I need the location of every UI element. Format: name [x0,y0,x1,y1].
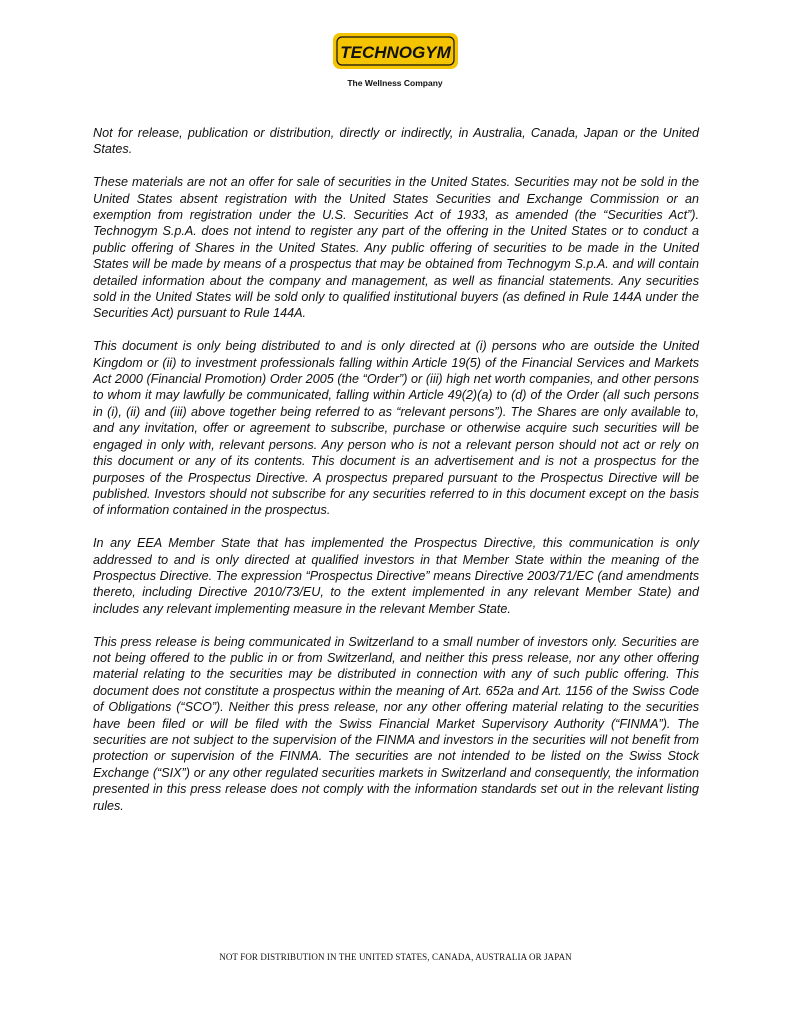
paragraph-eea-prospectus: In any EEA Member State that has implemented the Prospectus Directive, this communication is only addressed to and is only directed at qualified investors in that Member State within the meaning of the Prospectus Directive. The expression “Prospectus Directive” means Directive 2003/71/EC (and amendments thereto, including Directive 2010/73/EU, to the extent implemented in any relevant Member State) and includes any relevant implementing measure in the relevant Member State. [93,536,699,616]
technogym-logo [333,33,458,69]
company-tagline: The Wellness Company [347,78,443,88]
disclaimer-body [93,125,699,830]
paragraph-switzerland: This press release is being communicated in Switzerland to a small number of investors only. Securities are not being offered to the public in or from Switzerland, and neither this press release, nor any other offering material relating to the securities may be distributed in connection with any of such public offering. This document does not constitute a prospectus within the meaning of Art. 652a and Art. 1156 of the Swiss Code of Obligations (“SCO”). Neither this press release, nor any other offering material relating to the securities have been filed or will be filed with the Swiss Financial Market Supervisory Authority (“FINMA”). The securities are not subject to the supervision of the FINMA and investors in the securities will not benefit from protection or supervision of the FINMA. The securities are not intended to be listed on the Swiss Stock Exchange (“SIX”) or any other regulated securities markets in Switzerland and consequently, the information presented in this press release does not comply with the information standards set out in the relevant listing rules. [93,634,699,813]
paragraph-us-securities: These materials are not an offer for sale of securities in the United States. Securities may not be sold in the United States absent registration with the United States Securities and Exchange Commission or an exemption from registration under the U.S. Securities Act of 1933, as amended (the “Securities Act”). Technogym S.p.A. does not intend to register any part of the offering in the United States or to conduct a public offering of Shares in the United States. Any public offering of securities to be made in the United States will be made by means of a prospectus that may be obtained from Technogym S.p.A. and will contain detailed information about the company and management, as well as financial statements. Any securities sold in the United States will be sold only to qualified institutional buyers (as defined in Rule 144A under the Securities Act) pursuant to Rule 144A. [93,175,699,321]
page-footer: NOT FOR DISTRIBUTION IN THE UNITED STATES, CANADA, AUSTRALIA OR JAPAN [219,952,572,962]
logo-wordmark: TECHNOGYM [340,43,451,62]
paragraph-uk-distribution: This document is only being distributed to and is only directed at (i) persons who are outside the United Kingdom or (ii) to investment professionals falling within Article 19(5) of the Financial Services and Markets Act 2000 (Financial Promotion) Order 2005 (the “Order”) or (iii) high net worth companies, and other persons to whom it may lawfully be communicated, falling within Article 49(2)(a) to (d) of the Order (all such persons in (i), (ii) and (iii) above together being referred to as “relevant persons”). The Shares are only available to, and any invitation, offer or agreement to subscribe, purchase or otherwise acquire such securities will be engaged in only with, relevant persons. Any person who is not a relevant person should not act or rely on this document or any of its contents. This document is an advertisement and is not a prospectus for the purposes of the Prospectus Directive. A prospectus prepared pursuant to the Prospectus Directive will be published. Investors should not subscribe for any securities referred to in this document except on the basis of information contained in the prospectus. [93,339,699,518]
paragraph-release-restriction: Not for release, publication or distribution, directly or indirectly, in Australia, Canada, Japan or the United States. [93,126,699,157]
technogym-logo-graphic [333,33,458,69]
